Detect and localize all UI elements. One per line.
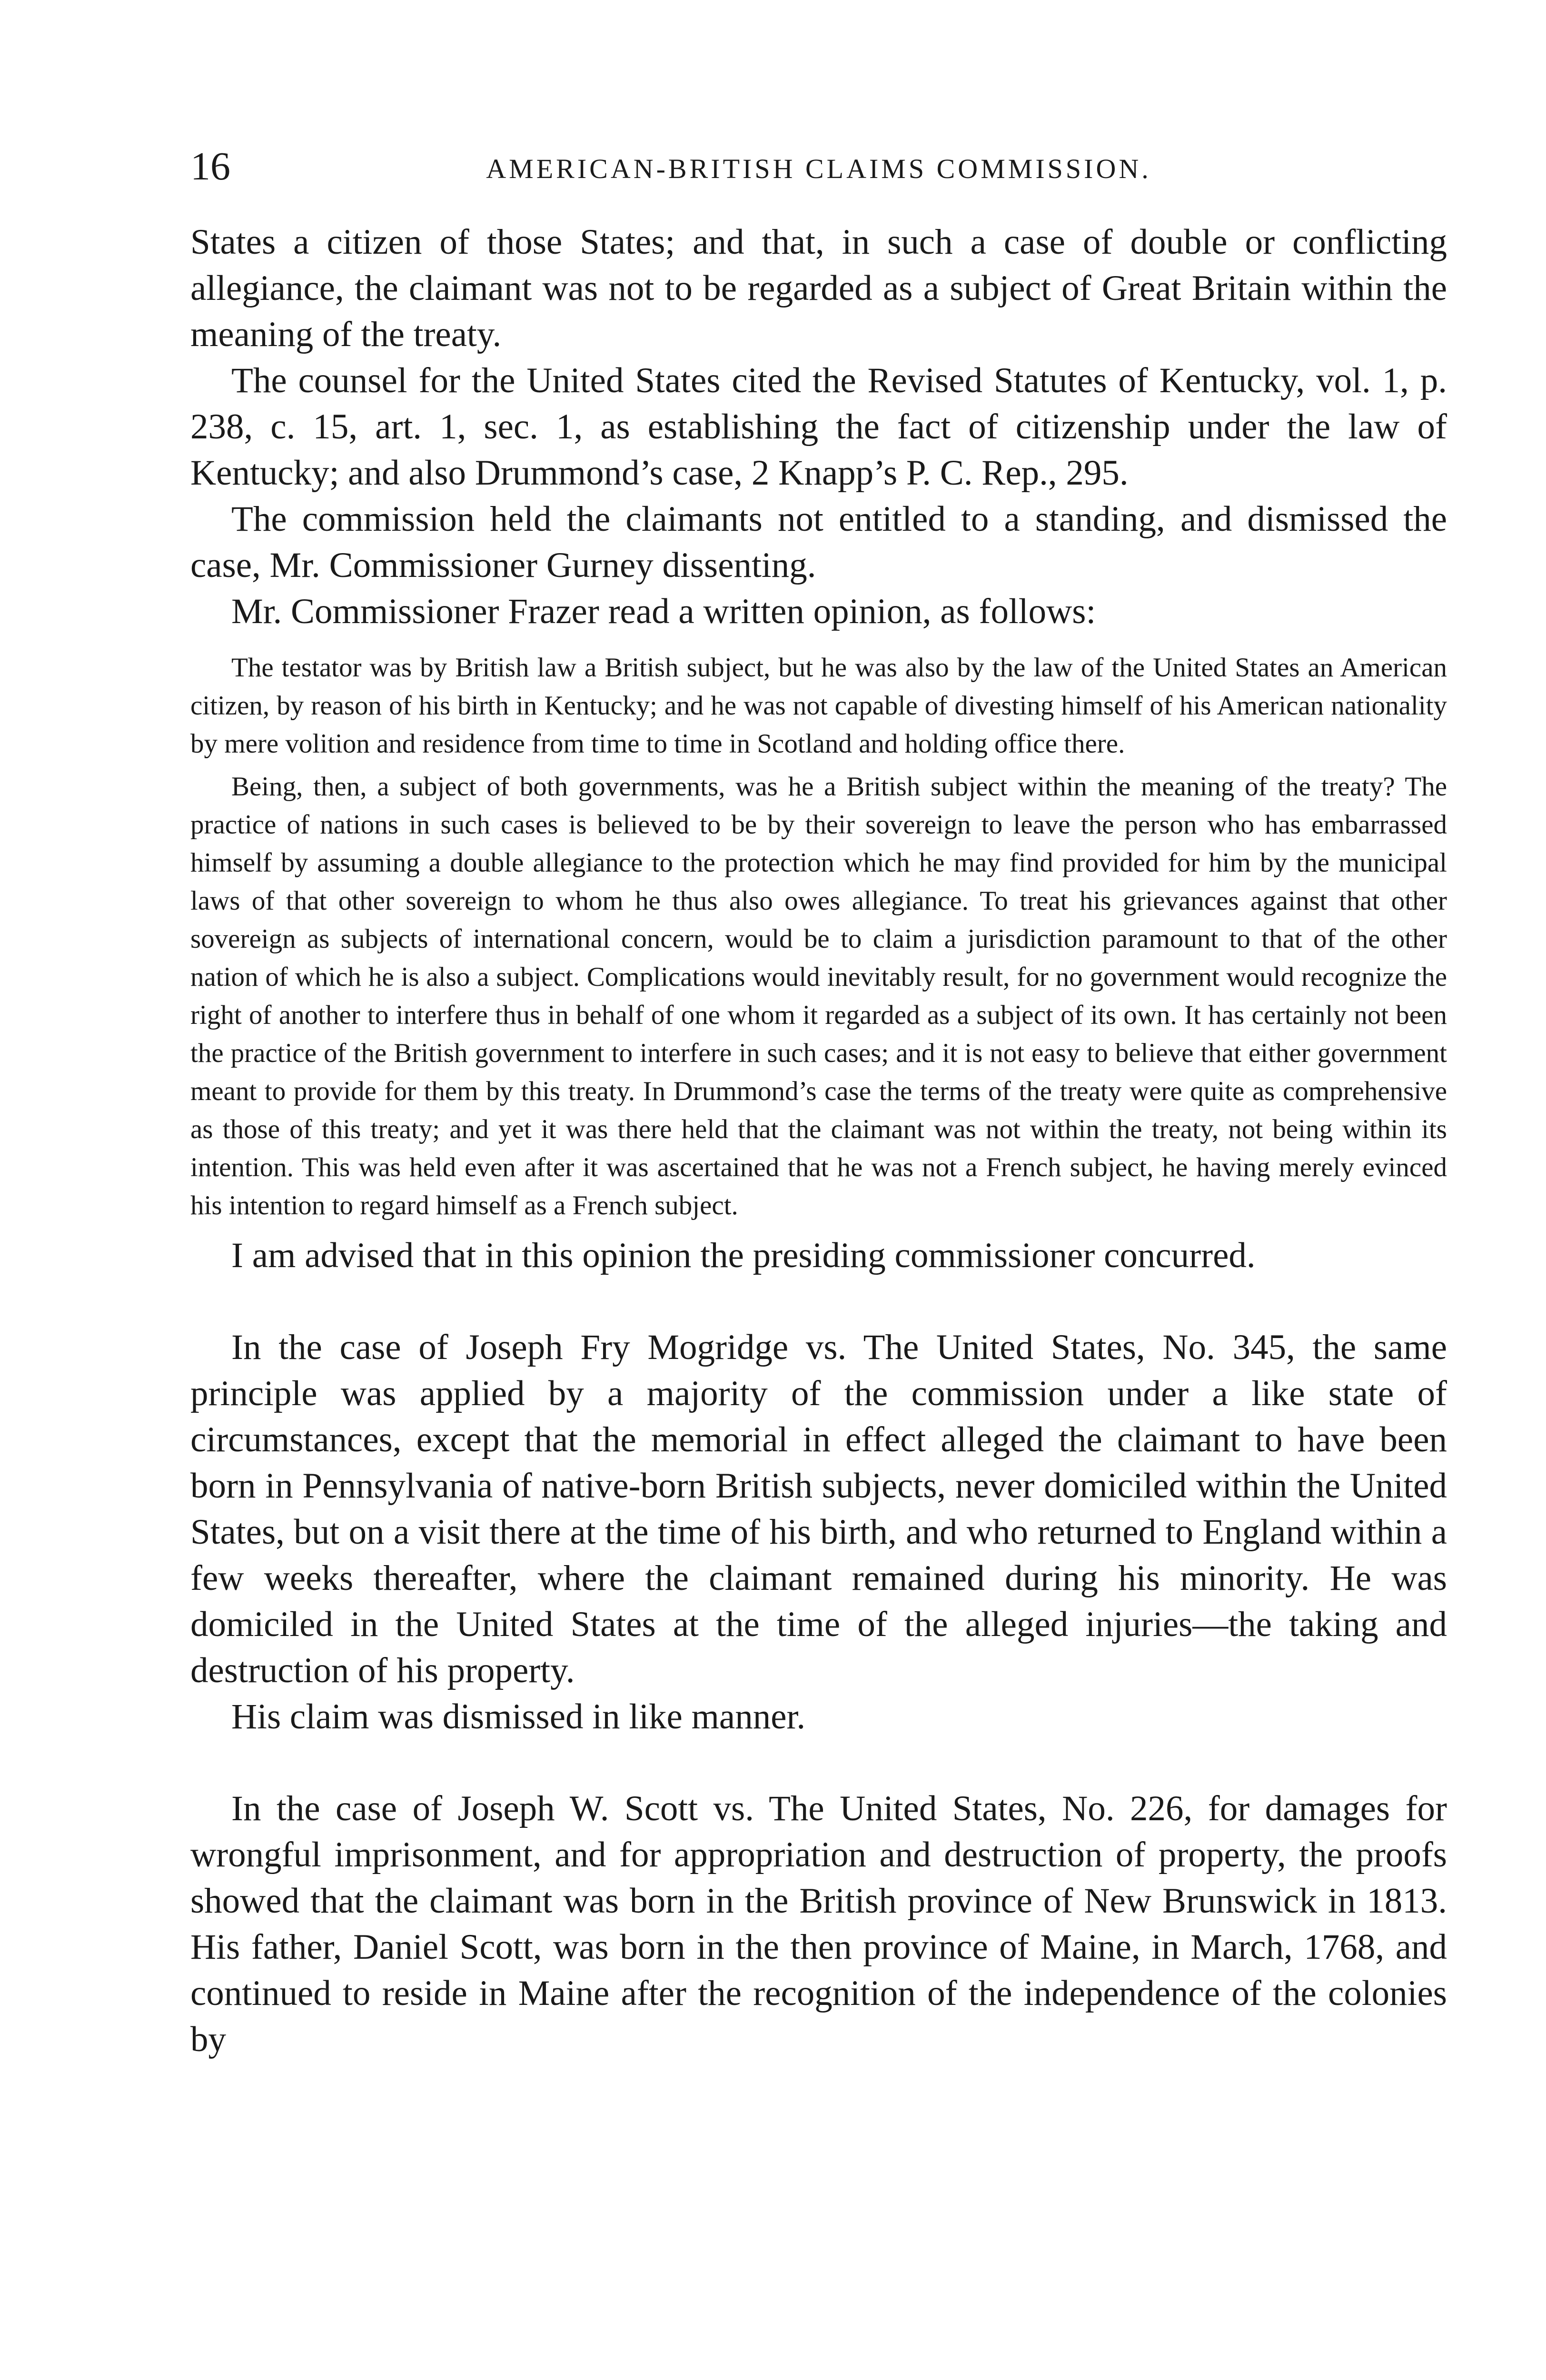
paragraph-frazer-intro: Mr. Commissioner Frazer read a written opinion, as follows: [231,592,1096,631]
paragraph-continuation: States a citizen of those States; and that, in such a case of double or conflicting allegiance, the claimant was not to be regarded as a subject of Great Britain within the meaning of the treaty. [190,222,1447,354]
quote-paragraph-1: The testator was by British law a British subject, but he was also by the law of the United States an American citizen, by reason of his birth in Kentucky; and he was not capable of divesting himself of his American nationality by mere volition and residence from time to time in Scotland and holding office there. [190,653,1447,759]
frazer-opinion-quote [190,649,1447,1225]
paragraph-counsel-citation: The counsel for the United States cited the Revised Statutes of Kentucky, vol. 1, p. 238, c. 15, art. 1, sec. 1, as establishing the fact of citizenship under the law of Kentucky; and also Drummond’s case, 2 Knapp’s P. C. Rep., 295. [190,361,1447,493]
quote-paragraph-2: Being, then, a subject of both governments, was he a British subject within the meaning of the treaty? The practice of nations in such cases is believed to be by their sovereign to leave the person who has embarrassed himself by assuming a double allegiance to the protection which he may find provided for him by the municipal laws of that other sovereign to whom he thus also owes allegiance. To treat his grievances against that other sovereign as subjects of international concern, would be to claim a jurisdiction paramount to that of the other nation of which he is also a subject. Complications would inevitably result, for no government would recognize the right of another to interfere thus in behalf of one whom it regarded as a subject of its own. It has certainly not been the practice of the British government to interfere in such cases; and it is not easy to believe that either government meant to provide for them by this treaty. In Drummond’s case the terms of the treaty were quite as comprehensive as those of this treaty; and yet it was there held that the claimant was not within the treaty, not being within its intention. This was held even after it was ascertained that he was not a French subject, he having merely evinced his intention to regard himself as a French subject. [190,772,1447,1220]
paragraph-mogridge-case: In the case of Joseph Fry Mogridge vs. The United States, No. 345, the same principle was applied by a majority of the commission under a like state of circumstances, except that the memorial in effect alleged the claimant to have been born in Pennsylvania of native-born British subjects, never domiciled within the United States, but on a visit there at the time of his birth, and who returned to England within a few weeks thereafter, where the claimant remained during his minority. He was domiciled in the United States at the time of the alleged injuries—the taking and destruction of his property. [190,1328,1447,1690]
running-title: AMERICAN-BRITISH CLAIMS COMMISSION. [486,153,1151,184]
paragraph-scott-case: In the case of Joseph W. Scott vs. The United States, No. 226, for damages for wrongful imprisonment, and for appropriation and destruction of property, the proofs showed that the claimant was born in the British province of New Brunswick in 1813. His father, Daniel Scott, was born in the then province of Maine, in March, 1768, and continued to reside in Maine after the recognition of the independence of the colonies by [190,1789,1447,2059]
body-text [190,219,1447,2063]
page-number: 16 [190,144,230,188]
paragraph-commission-ruling: The commission held the claimants not entitled to a standing, and dismissed the case, Mr. Commissioner Gurney dissenting. [190,499,1447,585]
document-page [190,0,1447,2380]
page-header [190,143,1447,195]
paragraph-concurrence: I am advised that in this opinion the presiding commissioner concurred. [231,1236,1256,1275]
paragraph-mogridge-dismissed: His claim was dismissed in like manner. [231,1697,806,1736]
